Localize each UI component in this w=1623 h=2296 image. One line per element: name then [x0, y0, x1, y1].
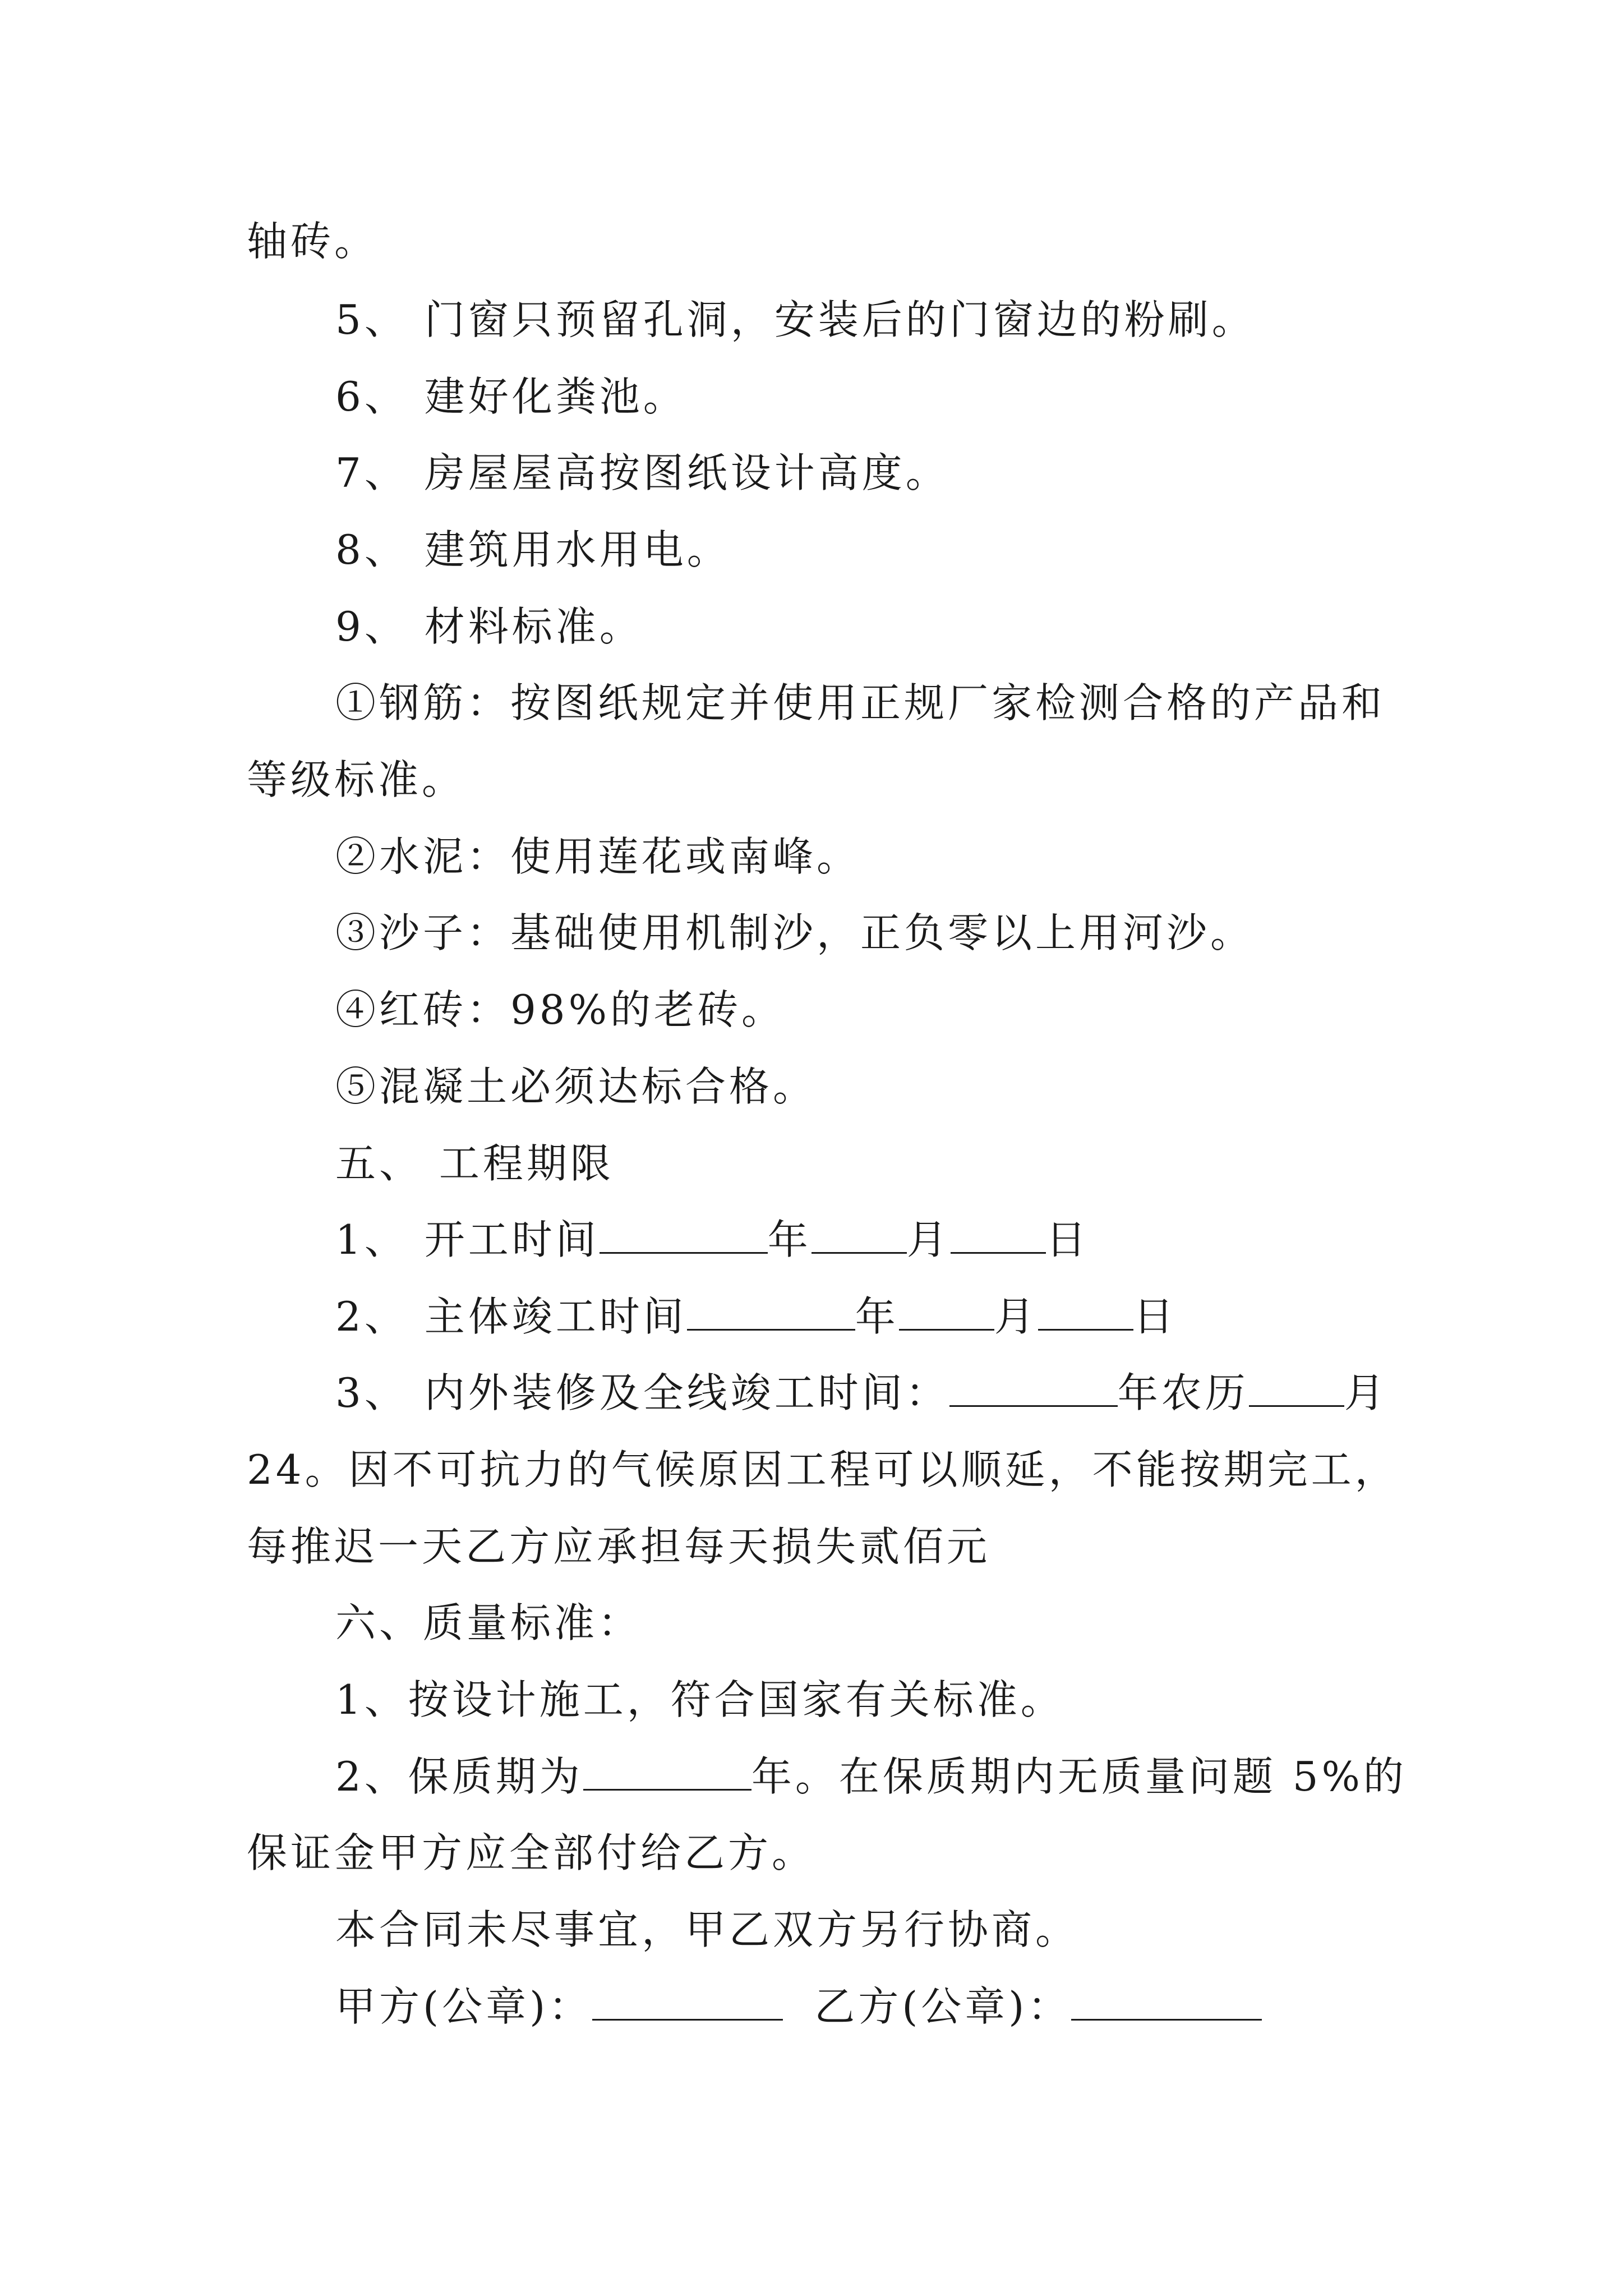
- material-sand: [335, 905, 1254, 961]
- text-run: 24。因不可抗力的气候原因工程可以顺延，不能按期完工，: [247, 1446, 1399, 1493]
- material-brick: [335, 982, 785, 1038]
- text-run: 9、 材料标准。: [335, 603, 643, 650]
- list-item-8: [335, 522, 731, 578]
- text-run: ③沙子：基础使用机制沙，正负零以上用河沙。: [335, 909, 1255, 956]
- text-run: 年: [855, 1293, 899, 1340]
- closing-clause: [335, 1902, 1079, 1958]
- text-run: 轴砖。: [247, 218, 379, 265]
- blank-field: [600, 1216, 768, 1254]
- text-run: 保证金甲方应全部付给乙方。: [247, 1829, 816, 1876]
- text-run: 年。在保质期内无质量问题 5%的: [751, 1753, 1407, 1800]
- blank-field: [951, 1216, 1046, 1254]
- text-run: 等级标准。: [247, 756, 466, 803]
- text-run: ⑤混凝土必须达标合格。: [335, 1063, 817, 1110]
- material-concrete: [335, 1059, 817, 1115]
- text-run: 3、 内外装修及全线竣工时间：: [335, 1369, 949, 1416]
- text-run: 8、 建筑用水用电。: [335, 526, 731, 573]
- section-heading-quality: [335, 1595, 642, 1651]
- text-run: 本合同未尽事宜，甲乙双方另行协商。: [335, 1906, 1080, 1953]
- text-run: 2、 主体竣工时间: [335, 1293, 687, 1340]
- material-cement: [335, 829, 860, 885]
- blank-field: [1249, 1369, 1344, 1407]
- party-b-seal-blank: [1071, 1983, 1262, 2021]
- paragraph-line: [247, 1442, 1399, 1498]
- text-run: 每推迟一天乙方应承担每天损失贰佰元: [247, 1523, 991, 1570]
- text-run: ④红砖：98%的老砖。: [335, 986, 786, 1033]
- start-date-line: [335, 1212, 1090, 1268]
- signature-line: [335, 1978, 1262, 2035]
- paragraph-line: [247, 752, 465, 808]
- paragraph-line: [247, 1825, 815, 1881]
- list-item-7: [335, 445, 949, 501]
- text-run: 5、 门窗只预留孔洞，安装后的门窗边的粉刷。: [335, 296, 1256, 343]
- list-item-6: [335, 369, 687, 425]
- text-run: 年农历: [1117, 1369, 1249, 1416]
- text-run: 日: [1133, 1293, 1177, 1340]
- party-a-seal-blank: [592, 1983, 783, 2021]
- text-run: 月: [906, 1216, 951, 1263]
- blank-field: [949, 1369, 1118, 1407]
- list-item-9: [335, 599, 643, 655]
- quality-item-1: [335, 1672, 1064, 1728]
- full-completion-date-line: [335, 1365, 1388, 1421]
- paragraph-line: [247, 213, 378, 269]
- text-run: 年: [767, 1216, 811, 1263]
- text-run: ②水泥：使用莲花或南峰。: [335, 833, 861, 880]
- text-run: ①钢筋：按图纸规定并使用正规厂家检测合格的产品和: [335, 679, 1386, 726]
- text-run: 7、 房屋屋高按图纸设计高度。: [335, 449, 949, 496]
- section-heading-schedule: [335, 1135, 614, 1191]
- text-run: 1、 开工时间: [335, 1216, 600, 1263]
- text-run: 月: [1344, 1369, 1388, 1416]
- blank-field: [811, 1216, 907, 1254]
- main-completion-date-line: [335, 1289, 1177, 1345]
- text-run: 五、 工程期限: [335, 1140, 614, 1187]
- blank-field: [1038, 1293, 1133, 1331]
- text-run: 日: [1045, 1216, 1090, 1263]
- party-a-label: 甲方(公章)：: [335, 1983, 593, 2030]
- blank-field: [899, 1293, 994, 1331]
- blank-field: [583, 1753, 751, 1791]
- quality-item-2: [335, 1749, 1407, 1805]
- blank-field: [687, 1293, 855, 1331]
- paragraph-line: [247, 1519, 990, 1575]
- party-b-label: 乙方(公章)：: [814, 1983, 1072, 2030]
- text-run: 六、质量标准：: [335, 1599, 642, 1646]
- material-steel: [335, 675, 1385, 731]
- text-run: 月: [994, 1293, 1038, 1340]
- text-run: 2、保质期为: [335, 1753, 583, 1800]
- text-run: 1、按设计施工，符合国家有关标准。: [335, 1676, 1064, 1723]
- list-item-5: [335, 292, 1256, 348]
- text-run: 6、 建好化粪池。: [335, 373, 687, 420]
